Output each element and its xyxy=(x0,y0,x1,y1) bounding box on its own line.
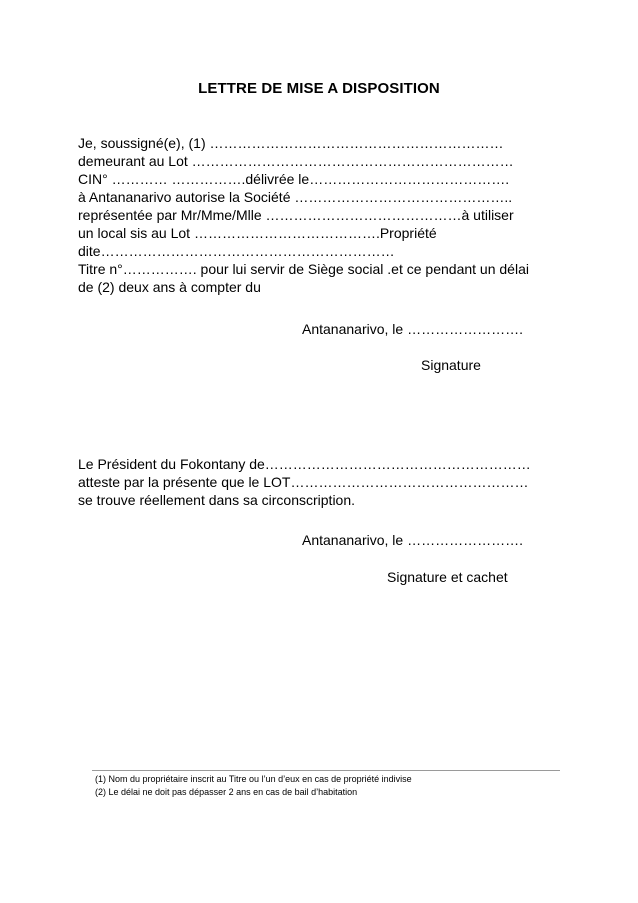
owner-line-9: de (2) deux ans à compter du xyxy=(78,279,261,295)
owner-line-5: représentée par Mr/Mme/Mlle ……………………………………à utiliser xyxy=(78,207,514,223)
owner-line-8: Titre n°……………. pour lui servir de Siège social .et ce pendant un délai xyxy=(78,261,529,277)
footnote-1: (1) Nom du propriétaire inscrit au Titre ou l’un d’eux en cas de propriété indivise xyxy=(95,774,412,784)
owner-date-line: Antananarivo, le ……………………. xyxy=(302,321,523,337)
fokontany-date-line: Antananarivo, le ……………………. xyxy=(302,532,523,548)
owner-line-1: Je, soussigné(e), (1) ……………………………………………………… xyxy=(78,135,504,151)
owner-line-7: dite……………………………………………………… xyxy=(78,243,395,259)
footnote-2: (2) Le délai ne doit pas dépasser 2 ans en cas de bail d’habitation xyxy=(95,787,358,797)
owner-line-4: à Antananarivo autorise la Société ……………………………………….. xyxy=(78,189,513,205)
owner-line-3: CIN° ………… …………….délivrée le……………………………………. xyxy=(78,171,510,187)
fokontany-attestation-paragraph xyxy=(78,455,568,509)
fokontany-line-3: se trouve réellement dans sa circonscription. xyxy=(78,492,356,508)
owner-line-6: un local sis au Lot ………………………………….Propriété xyxy=(78,225,437,241)
document-title: LETTRE DE MISE A DISPOSITION xyxy=(198,80,440,97)
footnote-separator xyxy=(92,770,560,771)
owner-line-2: demeurant au Lot …………………………………………………………… xyxy=(78,153,514,169)
owner-declaration-paragraph xyxy=(78,134,568,296)
fokontany-line-2: atteste par la présente que le LOT…………………………………………… xyxy=(78,474,529,490)
footnotes xyxy=(95,773,412,799)
fokontany-signature-label: Signature et cachet xyxy=(387,569,508,585)
fokontany-line-1: Le Président du Fokontany de………………………………………………… xyxy=(78,456,531,472)
owner-signature-label: Signature xyxy=(421,357,481,373)
